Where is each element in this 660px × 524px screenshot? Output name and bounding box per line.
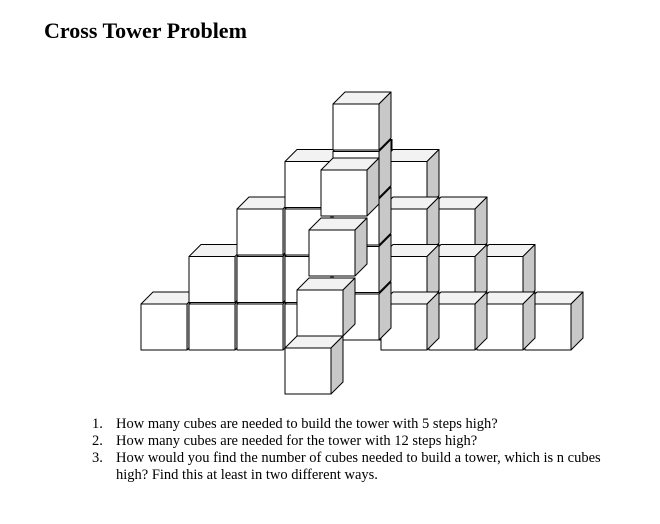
cube-front-face [141,304,187,350]
cube-front-face [321,170,367,216]
cube-front-face [189,304,235,350]
cube [297,278,355,336]
question-text: How many cubes are needed to build the tower with 5 steps high? [116,416,498,432]
question-item-3 [92,450,632,484]
cube-front-face [285,348,331,394]
cube-front-face [237,257,283,303]
question-text: How would you find the number of cubes needed to build a tower, which is n cubes high? Find this at least in two different ways. [116,450,601,483]
question-list [92,416,632,484]
cube [333,92,391,150]
cube-front-face [237,304,283,350]
question-item-1 [92,416,632,433]
question-number: 3. [92,450,103,466]
cube [321,158,379,216]
cube-front-face [237,209,283,255]
cube-front-face [333,104,379,150]
cube-front-face [297,290,343,336]
cube-front-face [309,230,355,276]
cube-front-face [189,257,235,303]
cube [285,336,343,394]
cube [309,218,367,276]
question-number: 1. [92,416,103,432]
page-title: Cross Tower Problem [44,18,247,43]
question-item-2 [92,433,632,450]
question-number: 2. [92,433,103,449]
question-text: How many cubes are needed for the tower with 12 steps high? [116,433,478,449]
